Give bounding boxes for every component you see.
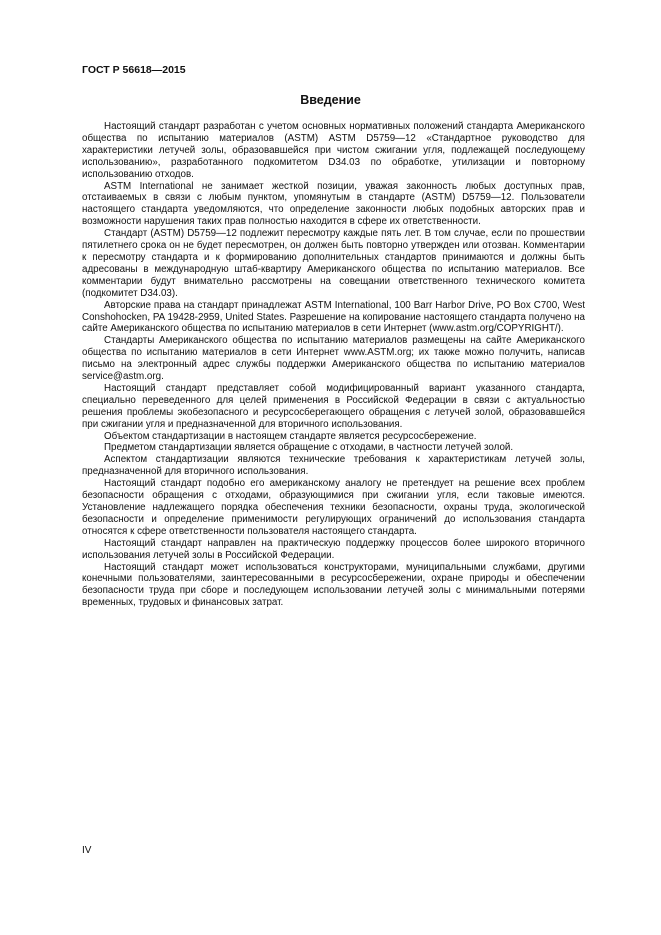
- paragraph: Настоящий стандарт подобно его американскому аналогу не претендует на решение всех проблем безопасности обращения с отходами, образующимися при сжигании угля, если таковые имеются. Установление надлежащего порядка обеспечения техники безопасности, охраны труда, экологической безопасности и определение применимости регулирующих ограничений до использования стандарта относятся к сфере ответственности пользователя настоящего стандарта.: [82, 478, 585, 537]
- standard-id-header: ГОСТ Р 56618—2015: [82, 64, 186, 76]
- paragraph: Аспектом стандартизации являются технические требования к характеристикам летучей золы, предназначенной для вторичного использования.: [82, 454, 585, 478]
- paragraph: Стандарты Американского общества по испытанию материалов размещены на сайте Американского общества по испытанию материалов в сети Интернет www.ASTM.org; их также можно получить, написав письмо на электронный адрес службы поддержки Американского общества по испытанию материалов service@astm.org.: [82, 335, 585, 383]
- paragraph: Авторские права на стандарт принадлежат ASTM International, 100 Barr Harbor Drive, PO Box C700, West Conshohocken, PA 19428-2959, United States. Разрешение на копирование настоящего стандарта получено на сайте Американского общества по испытанию материалов в сети Интернет (www.astm.org/COPYRIGHT/).: [82, 299, 585, 335]
- document-body: [82, 121, 585, 609]
- section-title: Введение: [300, 93, 361, 107]
- paragraph: Настоящий стандарт направлен на практическую поддержку процессов более широкого вторичного использования летучей золы в Российской Федерации.: [82, 537, 585, 561]
- paragraph: Предметом стандартизации является обращение с отходами, в частности летучей золой.: [104, 442, 514, 454]
- paragraph: Настоящий стандарт представляет собой модифицированный вариант указанного стандарта, специально переведенного для целей применения в Российской Федерации в связи с актуальностью решения проблемы экобезопасного и ресурсосберегающего обращения с летучей золой, образовавшейся при сжигании угля и предназначенной для вторичного использования.: [82, 382, 585, 430]
- paragraph: Настоящий стандарт может использоваться конструкторами, муниципальными службами, другими конечными пользователями, заинтересованными в ресурсосбережении, охране природы и обеспечении безопасности труда при сборе и последующем использовании летучей золы с минимальными потерями временных, трудовых и финансовых затрат.: [82, 561, 585, 609]
- paragraph: Настоящий стандарт разработан с учетом основных нормативных положений стандарта Американского общества по испытанию материалов (ASTM) ASTM D5759—12 «Стандартное руководство для характеристики летучей золы, образовавшейся при чистом сжигании угля, подлежащей последующему использованию», разработанного подкомитетом D34.03 по обработке, утилизации и повторному использованию отходов.: [82, 121, 585, 180]
- paragraph: Объектом стандартизации в настоящем стандарте является ресурсосбережение.: [104, 430, 477, 442]
- paragraph: Стандарт (ASTM) D5759—12 подлежит пересмотру каждые пять лет. В том случае, если по прошествии пятилетнего срока он не будет пересмотрен, он должен быть повторно утвержден или отозван. Комментарии к пересмотру стандарта и к формированию дополнительных стандартов принимаются и должны быть адресованы в международную штаб-квартиру Американского общества по испытанию материалов. Все комментарии будут внимательно рассмотрены на совещании ответственного технического комитета (подкомитет D34.03).: [82, 228, 585, 299]
- page-number: IV: [82, 845, 92, 856]
- paragraph: ASTM International не занимает жесткой позиции, уважая законность любых доступных прав, отстаиваемых в связи с любым пунктом, упомянутым в стандарте (ASTM) D5759—12. Пользователи настоящего стандарта уведомляются, что определение законности любых подобных авторских прав и возможности нарушения таких прав полностью находится в сфере их ответственности.: [82, 180, 585, 228]
